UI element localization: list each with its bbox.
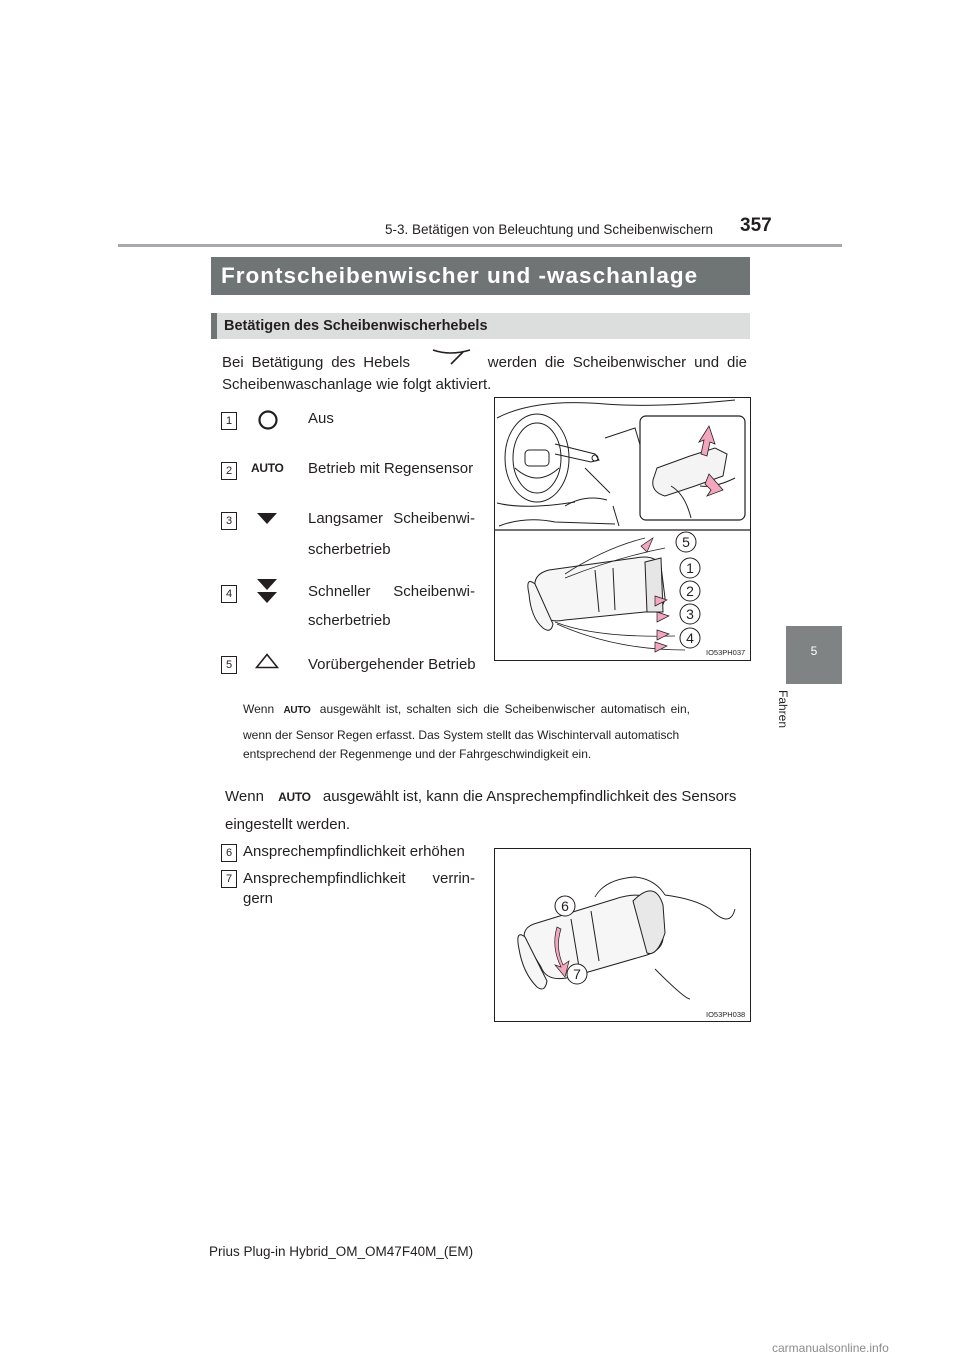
figure2-callout-7 — [566, 963, 588, 985]
sensitivity-text-line1: ausgewählt ist, kann die Ansprechempfindlichkeit des Sensors — [322, 788, 737, 805]
header-section-path: 5-3. Betätigen von Beleuchtung und Scheibenwischern — [385, 222, 713, 237]
figure1-callout-4 — [679, 627, 701, 649]
off-circle-icon — [257, 409, 279, 431]
note-prefix: Wenn — [243, 702, 275, 716]
position-label-slow-line2: scherbetrieb — [308, 541, 391, 558]
callout-number-7: 7 — [221, 870, 237, 888]
watermark: carmanualsonline.info — [772, 1341, 889, 1355]
svg-text:3: 3 — [686, 606, 694, 622]
svg-text:4: 4 — [686, 630, 694, 646]
position-label-fast-line1: Schneller Scheibenwi- — [308, 583, 475, 600]
section-title: Frontscheibenwischer und -waschanlage — [221, 263, 699, 288]
sensitivity-line2: eingestellt werden. — [225, 816, 351, 833]
note-text-line1: ausgewählt ist, schalten sich die Scheibenwischer automatisch ein, — [319, 702, 690, 716]
callout-number-6: 6 — [221, 844, 237, 862]
footer-document-id: Prius Plug-in Hybrid_OM_OM47F40M_(EM) — [209, 1244, 474, 1259]
callout-number-4: 4 — [221, 585, 237, 603]
auto-text-icon: AUTO — [278, 790, 311, 804]
callout-number-1: 1 — [221, 412, 237, 430]
position-label-off: Aus — [308, 410, 334, 427]
note-line3: entsprechend der Regenmenge und der Fahrgeschwindigkeit ein. — [243, 747, 592, 761]
figure2-callout-6 — [554, 895, 576, 917]
subsection-accent — [211, 313, 217, 339]
callout-number-5: 5 — [221, 656, 237, 674]
callout-number-2: 2 — [221, 462, 237, 480]
svg-text:1: 1 — [686, 560, 694, 576]
auto-text-icon: AUTO — [251, 461, 284, 475]
sensitivity-decrease-label-line1: Ansprechempfindlichkeit verrin- — [243, 870, 475, 887]
auto-text-icon: AUTO — [283, 705, 311, 716]
chapter-number: 5 — [810, 644, 818, 658]
intro-paragraph — [222, 345, 747, 396]
figure1-code: IO53PH037 — [706, 648, 746, 657]
double-triangle-down-icon — [257, 579, 277, 604]
triangle-up-outline-icon — [255, 653, 279, 669]
position-label-fast-line2: scherbetrieb — [308, 612, 391, 629]
wiper-lever-figure — [494, 397, 751, 661]
intro-part2: werden die Scheibenwischer und die Scheibenwaschanlage wie folgt aktiviert. — [222, 354, 748, 393]
svg-text:6: 6 — [561, 898, 569, 914]
note-line1 — [243, 698, 744, 722]
svg-text:7: 7 — [573, 966, 581, 982]
note-line2: wenn der Sensor Regen erfasst. Das System stellt das Wischintervall automatisch — [243, 728, 680, 742]
sensitivity-decrease-label-line2: gern — [243, 890, 274, 907]
sensitivity-prefix: Wenn — [225, 788, 264, 805]
header-rule — [118, 244, 842, 247]
svg-text:5: 5 — [682, 534, 690, 550]
sensitivity-line1 — [225, 786, 750, 808]
position-label-mist: Vorübergehender Betrieb — [308, 656, 476, 673]
figure1-callout-3 — [679, 603, 701, 625]
figure1-callout-5 — [675, 531, 697, 553]
intro-part1: Bei Betätigung des Hebels — [222, 354, 410, 371]
wiper-lever-illustration — [495, 398, 750, 660]
chapter-label — [776, 690, 808, 750]
callout-number-3: 3 — [221, 512, 237, 530]
wiper-lever-icon — [418, 345, 480, 367]
subsection-title: Betätigen des Scheibenwischerhebels — [224, 318, 488, 334]
single-triangle-down-icon — [257, 513, 277, 525]
svg-text:2: 2 — [686, 583, 694, 599]
sensitivity-figure — [494, 848, 751, 1022]
page-number: 357 — [740, 215, 772, 236]
figure2-code: IO53PH038 — [706, 1010, 746, 1019]
figure1-callout-1 — [679, 557, 701, 579]
sensitivity-illustration — [495, 849, 750, 1021]
chapter-label-text: Fahren — [776, 690, 790, 729]
figure1-callout-2 — [679, 580, 701, 602]
position-label-slow-line1: Langsamer Scheibenwi- — [308, 510, 475, 527]
position-label-auto: Betrieb mit Regensensor — [308, 460, 474, 477]
sensitivity-increase-label: Ansprechempfindlichkeit erhöhen — [243, 843, 465, 860]
